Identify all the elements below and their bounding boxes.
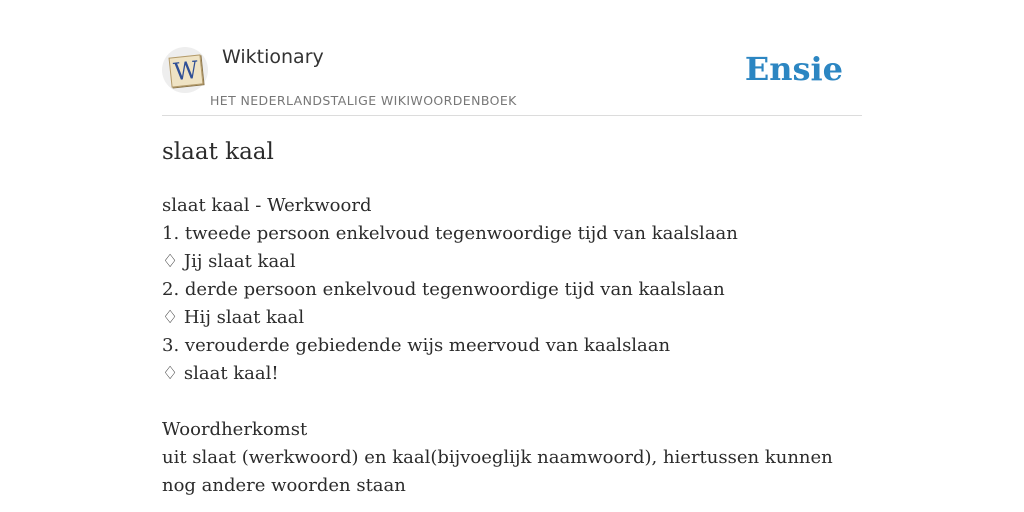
entry-content (162, 192, 862, 500)
wiktionary-logo[interactable] (162, 47, 208, 93)
example-1: ♢ Jij slaat kaal (162, 251, 296, 272)
etymology-text: uit slaat (werkwoord) en kaal(bijvoeglijk naamwoord), hiertussen kunnen nog andere woorden staan (162, 447, 833, 496)
example-3: ♢ slaat kaal! (162, 363, 279, 384)
page-title: slaat kaal (162, 139, 274, 165)
definition-1: 1. tweede persoon enkelvoud tegenwoordige tijd van kaalslaan (162, 223, 738, 244)
ensie-brand-logo[interactable]: Ensie (744, 50, 843, 88)
entry-heading: slaat kaal - Werkwoord (162, 195, 372, 216)
site-tagline: HET NEDERLANDSTALIGE WIKIWOORDENBOEK (210, 93, 517, 108)
site-name[interactable]: Wiktionary (222, 46, 324, 68)
spacer (162, 388, 862, 416)
site-header (162, 44, 862, 116)
wiktionary-logo-icon: W (169, 54, 204, 87)
definition-2: 2. derde persoon enkelvoud tegenwoordige tijd van kaalslaan (162, 279, 725, 300)
definition-3: 3. verouderde gebiedende wijs meervoud van kaalslaan (162, 335, 671, 356)
etymology-heading: Woordherkomst (162, 419, 308, 440)
example-2: ♢ Hij slaat kaal (162, 307, 305, 328)
